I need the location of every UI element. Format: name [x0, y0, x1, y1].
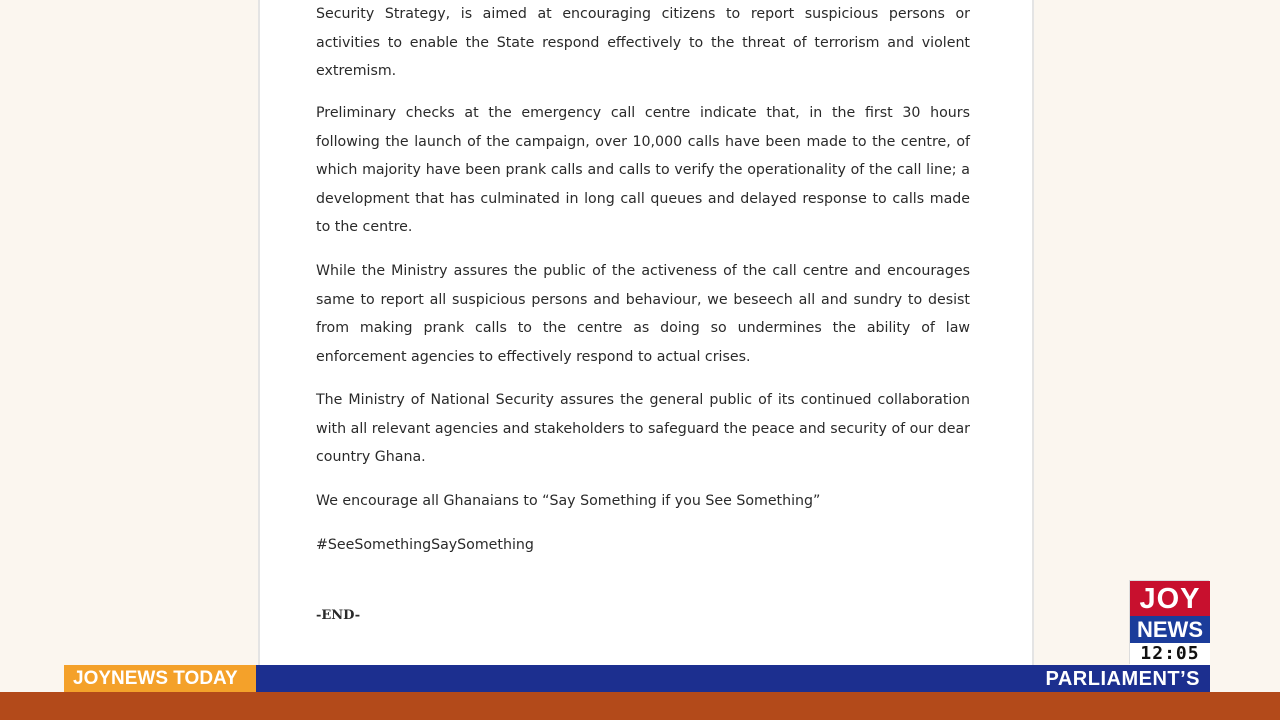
paragraph-collaboration: The Ministry of National Security assures the general public of its continued collaboration with all relevant agencies and stakeholders to safeguard the peace and security of our dear country Ghana. [316, 392, 970, 466]
paragraph-ministry-assurance: While the Ministry assures the public of the activeness of the call centre and encourages same to report all suspicious persons and behaviour, we beseech all and sundry to desist from making prank calls to the centre as doing so undermines the ability of law enforcement agencies to effectively respond to actual crises. [316, 263, 970, 365]
paragraph-encouragement: We encourage all Ghanaians to “Say Something if you See Something” [316, 493, 821, 509]
bottom-bar [0, 692, 1280, 720]
hashtag: #SeeSomethingSaySomething [316, 537, 534, 553]
news-ticker [64, 665, 1210, 692]
ticker-headline: PARLIAMENT’S [1045, 668, 1200, 690]
logo-joy-text: JOY [1130, 581, 1210, 616]
paragraph-call-checks: Preliminary checks at the emergency call centre indicate that, in the first 30 hours following the launch of the campaign, over 10,000 calls have been made to the centre, of which majority have been prank calls and calls to verify the operationality of the call line; a development that has culminated in long call queues and delayed response to calls made to the centre. [316, 105, 970, 236]
paragraph-intro: Security Strategy, is aimed at encouraging citizens to report suspicious persons or activities to enable the State respond effectively to the threat of terrorism and violent extremism. [316, 6, 970, 80]
joy-news-logo [1129, 580, 1209, 664]
clock-time: 12:05 [1130, 643, 1210, 665]
logo-news-text: NEWS [1130, 616, 1210, 643]
end-mark: -END- [316, 608, 361, 623]
press-release-document [258, 0, 1034, 665]
show-name-label: JOYNEWS TODAY [64, 665, 256, 692]
